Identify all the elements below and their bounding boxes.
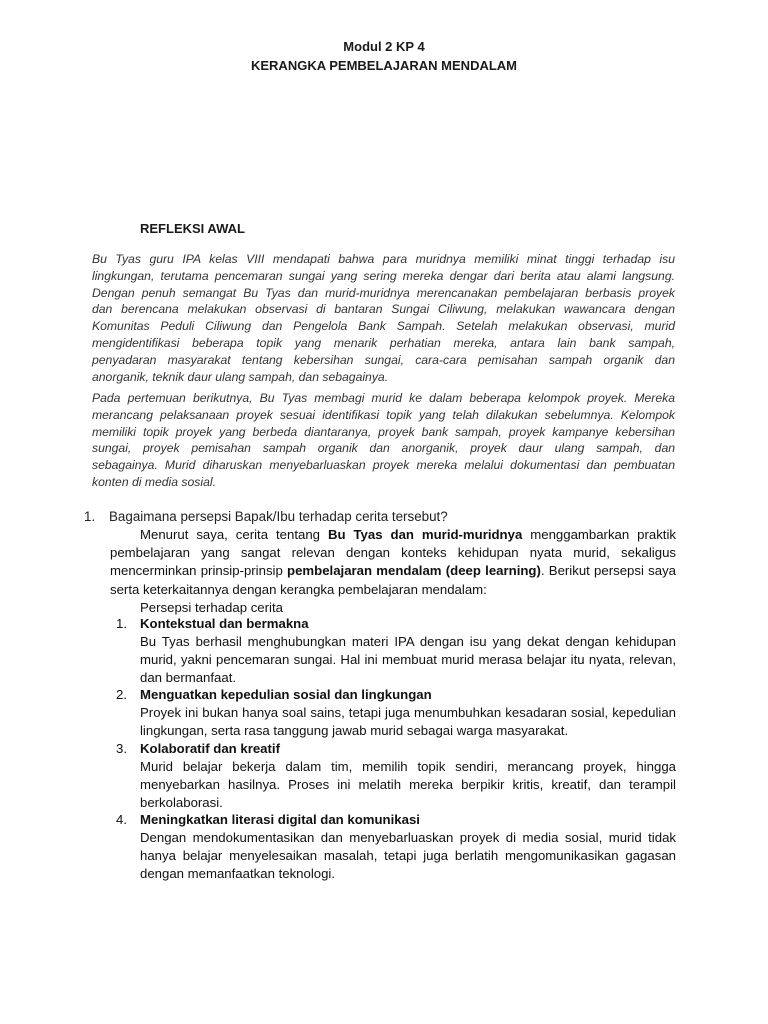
answer-text-1: Menurut saya, cerita tentang: [140, 527, 328, 542]
answer-bold-1: Bu Tyas dan murid-muridnya: [327, 527, 523, 542]
point-number: 3.: [116, 741, 127, 756]
text-line: sungai, proyek pemisahan sampah organik dan anorganik, proyek daur ulang sampah, dan: [92, 441, 675, 456]
text-line: sebagainya. Murid diharuskan menyebarluaskan proyek mereka melalui dokumentasi dan pembuatan: [92, 458, 675, 473]
point-title: Kolaboratif dan kreatif: [140, 741, 280, 756]
question-line: [84, 508, 676, 526]
point-number: 2.: [116, 687, 127, 702]
text-line: Pada pertemuan berikutnya, Bu Tyas membagi murid ke dalam beberapa kelompok proyek. Mereka: [92, 391, 675, 405]
text-line: konten di media sosial.: [92, 474, 216, 489]
text-line: Komunitas Peduli Ciliwung dan Pengelola Bank Sampah. Setelah melakukan observasi, murid: [92, 319, 675, 334]
point-body: Murid belajar bekerja dalam tim, memilih topik sendiri, merancang proyek, hingga menyebarkan hasilnya. Proses ini melatih mereka berpikir kritis, kreatif, dan terampil berkolaborasi.: [140, 759, 676, 810]
framework-title: KERANGKA PEMBELAJARAN MENDALAM: [250, 58, 518, 73]
text-line: mengidentifikasi beberapa topik yang menarik perhatian mereka, antara lain bank sampah,: [92, 335, 675, 350]
answer-text-2: menggambarkan praktik pembelajaran yang sangat relevan dengan konteks kehidupan nyata murid, sekaligus mencerminkan prinsip-prinsip: [110, 527, 676, 579]
point-number: 1.: [116, 616, 127, 631]
point-body: Bu Tyas berhasil menghubungkan materi IPA dengan isu yang dekat dengan kehidupan murid, yakni pencemaran sungai. Hal ini membuat murid merasa belajar itu nyata, relevan, dan bermanfaat.: [140, 634, 676, 685]
answer-intro: [110, 526, 676, 599]
text-line: penyadaran masyarakat tentang kebersihan sungai, cara-cara pemisahan sampah organik dan: [92, 352, 675, 367]
reflection-paragraph-2: [92, 390, 675, 491]
point-body: Proyek ini bukan hanya soal sains, tetapi juga menumbuhkan kesadaran sosial, kepedulian lingkungan, serta rasa tanggung jawab murid sebagai warga masyarakat.: [140, 705, 676, 738]
point-title: Menguatkan kepedulian sosial dan lingkungan: [140, 687, 432, 702]
text-line: memiliki topik proyek yang berbeda diantaranya, proyek bank sampah, proyek kampanye kebersihan: [92, 424, 675, 439]
point-title: Meningkatkan literasi digital dan komunikasi: [140, 812, 420, 827]
text-line: lingkungan, terutama pencemaran sungai yang sering mereka dengar dari berita atau alami langsung.: [92, 268, 675, 283]
module-title: Modul 2 KP 4: [343, 39, 425, 54]
point-number: 4.: [116, 812, 127, 827]
point-title: Kontekstual dan bermakna: [140, 616, 309, 631]
answer-bold-2: pembelajaran mendalam (deep learning): [287, 563, 541, 579]
section-heading-refleksi: REFLEKSI AWAL: [140, 221, 245, 236]
perception-heading: Persepsi terhadap cerita: [140, 600, 283, 615]
reflection-paragraph-1: [92, 251, 675, 385]
answer-text-3: . Berikut persepsi saya serta keterkaitannya dengan kerangka pembelajaran mendalam:: [110, 563, 676, 597]
question-text: Bagaimana persepsi Bapak/Ibu terhadap cerita tersebut?: [109, 509, 448, 524]
document-title: [0, 37, 768, 75]
question-number: 1.: [84, 509, 96, 524]
point-body: Dengan mendokumentasikan dan menyebarluaskan proyek di media sosial, murid tidak hanya belajar menyelesaikan masalah, tetapi juga berlatih mengomunikasikan gagasan dengan memanfaatkan teknologi.: [140, 830, 676, 881]
text-line: anorganik, teknik daur ulang sampah, dan sebagainya.: [92, 369, 389, 384]
text-line: merancang pelaksanaan proyek sesuai identifikasi topik yang telah dilakukan sebelumnya. Kelompok: [92, 407, 675, 422]
text-line: Bu Tyas guru IPA kelas VIII mendapati bahwa para muridnya memiliki minat tinggi terhadap isu: [92, 252, 675, 266]
question-1: [84, 508, 676, 526]
text-line: dan berencana melakukan observasi di bantaran Sungai Ciliwung, melakukan wawancara dengan: [92, 302, 675, 317]
text-line: Dengan penuh semangat Bu Tyas dan murid-muridnya merencanakan pembelajaran berbasis proyek: [92, 285, 675, 300]
